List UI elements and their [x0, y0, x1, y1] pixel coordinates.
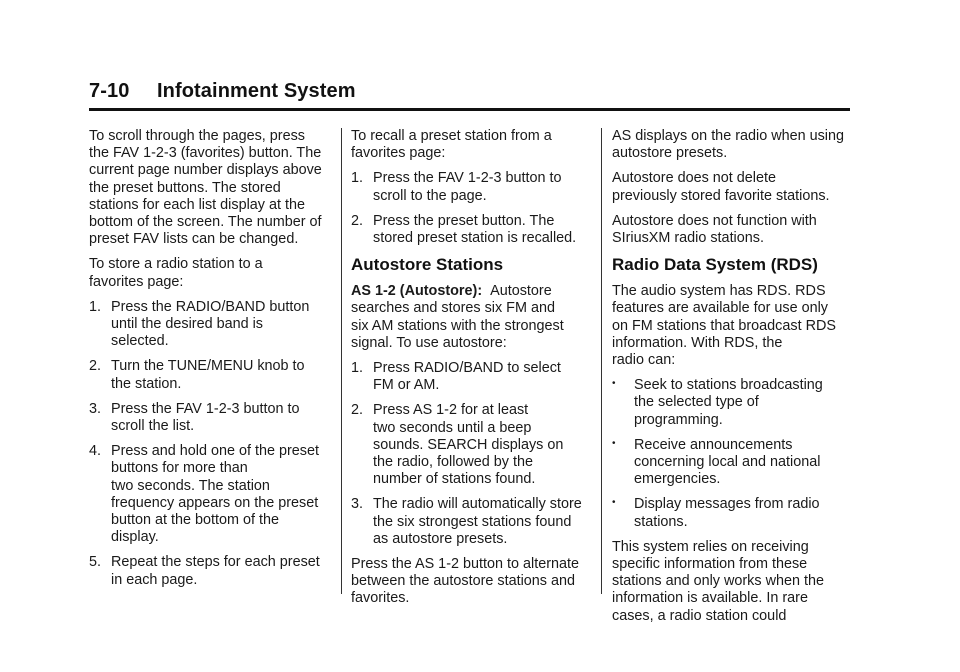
autostore-steps [351, 360, 591, 548]
column-2 [351, 128, 591, 616]
column-divider [601, 128, 602, 594]
bullet-icon: • [612, 437, 616, 449]
list-item: • Display messages from radio stations. [612, 496, 820, 530]
no-delete-paragraph: Autostore does not delete previously stored favorite stations. [612, 170, 830, 204]
store-station-steps [89, 299, 333, 589]
list-item: 4. Press and hold one of the preset buttons for more than two seconds. The station frequency appears on the preset button at the bottom of the display. [89, 443, 320, 546]
store-station-intro: To store a radio station to a favorites page: [89, 256, 263, 290]
list-item: 2. Press AS 1-2 for at least two seconds until a beep sounds. SEARCH displays on the radio, followed by the number of stations found. [351, 402, 564, 488]
autostore-paragraph: AS 1-2 (Autostore): Autostore searches and stores six FM and six AM stations with the strongest signal. To use autostore: [351, 283, 564, 351]
column-divider [341, 128, 342, 594]
column-1 [89, 128, 333, 597]
list-item: 3. Press the FAV 1-2-3 button to scroll the list. [89, 400, 300, 435]
bullet-icon: • [612, 497, 616, 509]
page-number: 7-10 [89, 80, 130, 102]
reliance-paragraph: This system relies on receiving specific information from these stations and only works when the information is available. In rare cases, a radio station could [612, 538, 824, 624]
list-item: 2. Press the preset button. The stored preset station is recalled. [351, 212, 577, 247]
list-item: • Seek to stations broadcasting the selected type of programming. [612, 377, 823, 428]
scroll-pages-paragraph: To scroll through the pages, press the FAV 1-2-3 (favorites) button. The current page number displays above the preset buttons. The stored stations for each list display at the bottom of the screen. The number of preset FAV lists can be changed. [89, 128, 322, 248]
siriusxm-paragraph: Autostore does not function with SIriusXM radio stations. [612, 212, 817, 247]
section-title: Infotainment System [157, 80, 356, 102]
recall-station-intro: To recall a preset station from a favorites page: [351, 128, 552, 162]
alternate-paragraph: Press the AS 1-2 button to alternate between the autostore stations and favorites. [351, 556, 579, 607]
list-item: 3. The radio will automatically store the six strongest stations found as autostore presets. [351, 496, 582, 547]
page-header [89, 80, 850, 111]
column-3 [612, 128, 856, 633]
bullet-icon: • [612, 378, 616, 390]
as-display-paragraph: AS displays on the radio when using autostore presets. [612, 128, 844, 162]
autostore-term: AS 1-2 (Autostore): [351, 283, 483, 300]
list-item: 1. Press RADIO/BAND to select FM or AM. [351, 360, 561, 394]
list-item: • Receive announcements concerning local and national emergencies. [612, 436, 821, 488]
rds-intro-paragraph: The audio system has RDS. RDS features are available for use only on FM stations that broadcast RDS information. With RDS, the radio can: [612, 283, 836, 369]
list-item: 1. Press the RADIO/BAND button until the desired band is selected. [89, 298, 310, 350]
list-item: 2. Turn the TUNE/MENU knob to the station. [89, 358, 305, 392]
rds-heading: Radio Data System (RDS) [612, 255, 818, 275]
list-item: 5. Repeat the steps for each preset in each page. [89, 554, 320, 588]
rds-features-list [612, 377, 856, 531]
autostore-heading: Autostore Stations [351, 255, 504, 275]
list-item: 1. Press the FAV 1-2-3 button to scroll to the page. [351, 170, 562, 204]
recall-station-steps [351, 170, 591, 247]
